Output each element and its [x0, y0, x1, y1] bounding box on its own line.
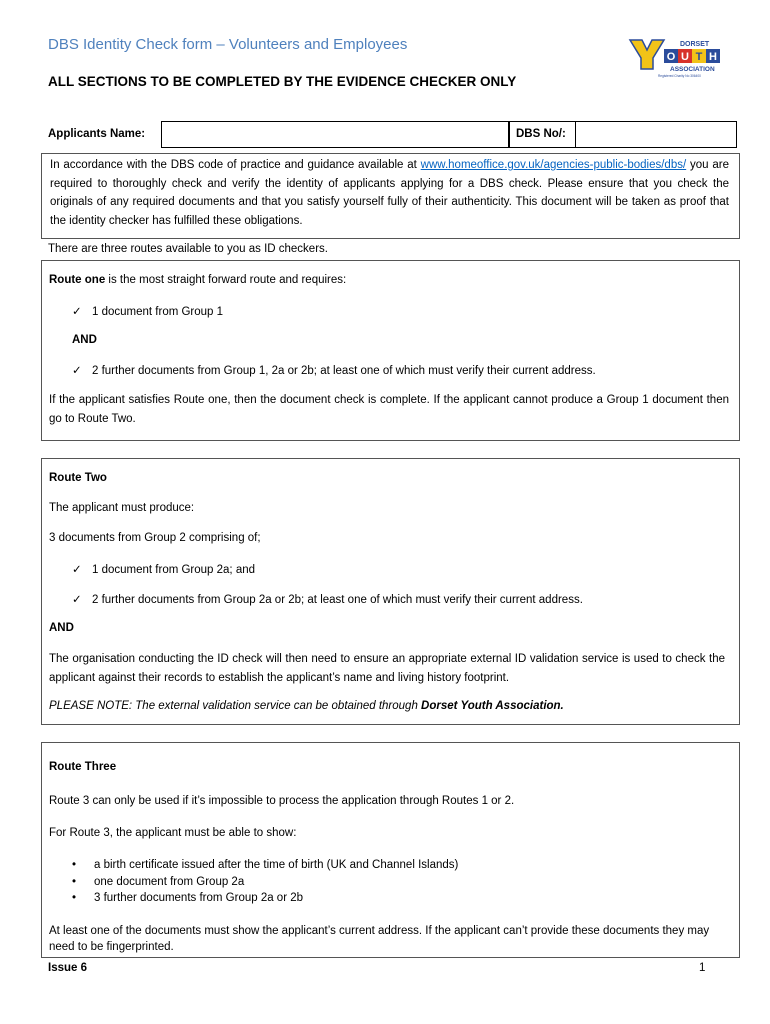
route-three-bullet-2-text: one document from Group 2a — [94, 876, 245, 888]
route-one-title-rest: is the most straight forward route and requires: — [105, 274, 347, 286]
dbs-number-label: DBS No/: — [516, 128, 566, 140]
route-three-intro: Route 3 can only be used if it’s impossible to process the application through Routes 1 or 2. — [49, 795, 515, 807]
footer-issue: Issue 6 — [48, 962, 87, 974]
route-three-bullet-1-text: a birth certificate issued after the time of birth (UK and Channel Islands) — [94, 859, 459, 871]
route-two-item-1-text: 1 document from Group 2a; and — [92, 564, 256, 576]
route-three-title: Route Three — [49, 761, 117, 773]
route-two-title: Route Two — [49, 472, 107, 484]
route-two-and: AND — [49, 622, 74, 634]
route-two-organisation: The organisation conducting the ID check will then need to ensure an appropriate external ID validation service is used to check the applicant against their records to establish the applicant’s name and living history footprint. — [49, 653, 725, 684]
logo-sub-word: ASSOCIATION — [670, 66, 715, 73]
route-one-title: Route one — [49, 274, 106, 286]
dbs-number-label-cell — [509, 121, 576, 148]
route-two-note-bold: Dorset Youth Association. — [421, 700, 564, 712]
route-one-and: AND — [72, 334, 97, 346]
route-two-item-1 — [72, 562, 255, 576]
homeoffice-dbs-link[interactable]: www.homeoffice.gov.uk/agencies-public-bodies/dbs/ — [420, 159, 687, 171]
route-one-item-2-text: 2 further documents from Group 1, 2a or 2b; at least one of which must verify their current address. — [92, 365, 596, 377]
svg-text:U: U — [681, 51, 689, 63]
route-three-bullet-3 — [72, 892, 303, 904]
route-one-item-1 — [72, 304, 223, 318]
route-two-item-2-text: 2 further documents from Group 2a or 2b; at least one of which must verify their current address. — [92, 594, 583, 606]
route-three-closing: At least one of the documents must show the applicant’s current address. If the applicant can’t provide these documents they may need to be fingerprinted. — [49, 925, 710, 953]
logo-graphic — [628, 36, 732, 78]
routes-intro: There are three routes available to you as ID checkers. — [48, 243, 328, 255]
route-three-box — [41, 742, 740, 958]
logo-tagline: Registered Charity No 306400 — [658, 74, 701, 78]
applicant-name-label: Applicants Name: — [48, 128, 146, 140]
footer-page-number: 1 — [699, 962, 706, 974]
bullet-icon: • — [72, 892, 77, 904]
svg-text:H: H — [709, 51, 717, 63]
dbs-number-field[interactable] — [575, 121, 737, 148]
intro-text-before: In accordance with the DBS code of practice and guidance available at — [50, 159, 421, 171]
intro-paragraph — [50, 156, 729, 230]
checkmark-icon: ✓ — [72, 365, 82, 377]
applicant-name-field[interactable] — [161, 121, 509, 148]
checkmark-icon: ✓ — [72, 594, 82, 606]
route-one-item-1-text: 1 document from Group 1 — [92, 306, 224, 318]
svg-text:T: T — [695, 51, 703, 63]
dorset-youth-association-logo — [628, 36, 732, 78]
page-heading: ALL SECTIONS TO BE COMPLETED BY THE EVIDENCE CHECKER ONLY — [48, 74, 517, 89]
logo-top-word: DORSET — [680, 41, 710, 48]
route-two-comprising: 3 documents from Group 2 comprising of; — [49, 532, 261, 544]
route-one-closing: If the applicant satisfies Route one, then the document check is complete. If the applicant cannot produce a Group 1 document then go to Route Two. — [49, 394, 729, 425]
route-two-must-produce: The applicant must produce: — [49, 502, 195, 514]
checkmark-icon: ✓ — [72, 306, 82, 318]
route-three-bullet-1 — [72, 859, 458, 871]
svg-text:O: O — [666, 51, 676, 63]
route-two-note — [49, 700, 564, 712]
route-three-show: For Route 3, the applicant must be able to show: — [49, 827, 297, 839]
route-two-item-2 — [72, 592, 583, 606]
bullet-icon: • — [72, 859, 77, 871]
bullet-icon: • — [72, 876, 77, 888]
checkmark-icon: ✓ — [72, 564, 82, 576]
route-one-box — [41, 260, 740, 441]
route-two-note-prefix: PLEASE NOTE: The external validation service can be obtained through — [49, 700, 422, 712]
document-title: DBS Identity Check form – Volunteers and Employees — [48, 36, 408, 53]
route-one-heading — [49, 274, 346, 286]
route-two-box — [41, 458, 740, 725]
route-one-item-2 — [72, 363, 596, 377]
intro-box — [41, 153, 740, 239]
route-three-bullet-2 — [72, 876, 244, 888]
route-three-bullet-3-text: 3 further documents from Group 2a or 2b — [94, 892, 304, 904]
intro-text-after: you are required to thoroughly check and verify the identity of applicants applying for a DBS check. Please ensure that you check the originals of any required documents and that you satisfy yourself fully of their authenticity. This document will be taken as proof that the identity checker has fulfilled these obligations. — [50, 159, 729, 227]
